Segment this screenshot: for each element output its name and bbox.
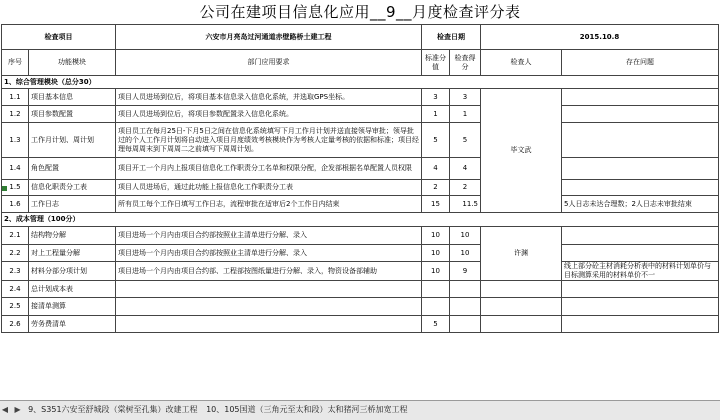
row-check-score[interactable]: 11.5: [450, 196, 481, 213]
row-requirement[interactable]: [116, 316, 422, 333]
table-row: [2, 298, 719, 316]
row-seq[interactable]: 1.4: [2, 158, 29, 180]
row-module[interactable]: 工作日志: [29, 196, 116, 213]
section-title[interactable]: 1、综合管理模块（总分30）: [2, 76, 719, 89]
row-issue[interactable]: [562, 316, 719, 333]
row-issue[interactable]: 线上部分砼主材消耗分析表中的材料计划单价与目标测算采用的材料单价不一: [562, 262, 719, 281]
row-check-score[interactable]: 10: [450, 227, 481, 245]
row-requirement[interactable]: 项目开工一个月内上报项目信息化工作职责分工名单和权限分配，企发部根据名单配置人员权限: [116, 158, 422, 180]
score-table: [1, 24, 719, 333]
row-requirement[interactable]: [116, 281, 422, 298]
table-row: [2, 262, 719, 281]
row-module[interactable]: 结构物分解: [29, 227, 116, 245]
row-issue[interactable]: [562, 89, 719, 106]
row-seq[interactable]: 1.5: [2, 180, 29, 196]
row-standard-score[interactable]: 2: [422, 180, 450, 196]
section-title[interactable]: 2、成本管理（100分）: [2, 213, 719, 227]
table-row: [2, 180, 719, 196]
row-requirement[interactable]: 项目人员进场到位后，将项目参数配置录入信息化系统。: [116, 106, 422, 123]
row-module[interactable]: 信息化职责分工表: [29, 180, 116, 196]
row-requirement[interactable]: 项目员工在每月25日-下月5日之间在信息化系统填写下月工作月计划并送直接领导审批；领导批过的个人工作月计划将自动进入项目月度绩效考核模块作为考核人定量考核的依据和标准；项目经理每周周末到下周周二之前填写下周周计划。: [116, 123, 422, 158]
row-standard-score[interactable]: 5: [422, 123, 450, 158]
section-row: [2, 76, 719, 89]
row-seq[interactable]: 2.1: [2, 227, 29, 245]
row-issue[interactable]: [562, 245, 719, 262]
row-issue[interactable]: [562, 281, 719, 298]
sheet-tab-10[interactable]: 10、105国道（三角元至太和段）太和猪河三桥加宽工程: [206, 405, 408, 414]
row-issue[interactable]: 5人日志未达合理数；2人日志未审批结束: [562, 196, 719, 213]
tab-scroll-right-icon[interactable]: ▶: [14, 405, 21, 414]
row-check-score[interactable]: [450, 316, 481, 333]
sheet-title: 公司在建项目信息化应用__9__月度检查评分表: [199, 3, 521, 21]
row-seq[interactable]: 1.1: [2, 89, 29, 106]
inspector-cell[interactable]: 许渊: [481, 227, 562, 281]
sheet-tab-bar: [0, 400, 720, 420]
inspector-cell-empty[interactable]: [481, 316, 562, 333]
row-issue[interactable]: [562, 298, 719, 316]
table-row: [2, 158, 719, 180]
row-module[interactable]: 工作月计划、周计划: [29, 123, 116, 158]
check-date-label[interactable]: 检查日期: [422, 25, 481, 50]
check-date[interactable]: 2015.10.8: [481, 25, 719, 50]
score-table-body: [2, 25, 719, 333]
row-standard-score[interactable]: 4: [422, 158, 450, 180]
row-module[interactable]: 接清单测算: [29, 298, 116, 316]
row-seq[interactable]: 2.4: [2, 281, 29, 298]
table-row: [2, 316, 719, 333]
row-standard-score[interactable]: 5: [422, 316, 450, 333]
row-check-score[interactable]: 4: [450, 158, 481, 180]
table-row: [2, 281, 719, 298]
row-check-score[interactable]: 2: [450, 180, 481, 196]
section-row: [2, 213, 719, 227]
col-module[interactable]: 功能模块: [29, 50, 116, 76]
row-issue[interactable]: [562, 106, 719, 123]
check-project-label[interactable]: 检查项目: [2, 25, 116, 50]
row-check-score[interactable]: [450, 298, 481, 316]
row-standard-score[interactable]: 10: [422, 227, 450, 245]
col-check-score[interactable]: 检查得分: [450, 50, 481, 76]
inspector-cell[interactable]: 毕文武: [481, 89, 562, 213]
row-standard-score[interactable]: 15: [422, 196, 450, 213]
row-check-score[interactable]: 9: [450, 262, 481, 281]
row-standard-score[interactable]: 1: [422, 106, 450, 123]
col-seq[interactable]: 序号: [2, 50, 29, 76]
row-standard-score[interactable]: [422, 298, 450, 316]
col-requirement[interactable]: 部门应用要求: [116, 50, 422, 76]
row-check-score[interactable]: [450, 281, 481, 298]
table-row: [2, 123, 719, 158]
row-check-score[interactable]: 5: [450, 123, 481, 158]
table-row: [2, 227, 719, 245]
sheet-tab-9[interactable]: 9、S351六安至舒城段（棠树至孔集）改建工程: [28, 405, 198, 414]
row-requirement[interactable]: 项目进场一个月内由项目合约部按照业主清单进行分解、录入: [116, 245, 422, 262]
row-module[interactable]: 角色配置: [29, 158, 116, 180]
row-seq[interactable]: 1.2: [2, 106, 29, 123]
row-module[interactable]: 对上工程量分解: [29, 245, 116, 262]
row-issue[interactable]: [562, 180, 719, 196]
row-requirement[interactable]: 项目进场一个月内由项目合约部按照业主清单进行分解、录入: [116, 227, 422, 245]
row-module[interactable]: 项目参数配置: [29, 106, 116, 123]
row-seq[interactable]: 2.6: [2, 316, 29, 333]
inspector-cell-empty[interactable]: [481, 298, 562, 316]
row-requirement[interactable]: 所有员工每个工作日填写工作日志，流程审批在适审后2个工作日内结束: [116, 196, 422, 213]
project-name[interactable]: 六安市月亮岛过河通道赤壁路桥土建工程: [116, 25, 422, 50]
row-module[interactable]: 材料分部分项计划: [29, 262, 116, 281]
row-seq[interactable]: 1.3: [2, 123, 29, 158]
row-requirement[interactable]: [116, 298, 422, 316]
row-module[interactable]: 劳务费清单: [29, 316, 116, 333]
column-header-row: [2, 50, 719, 76]
row-check-score[interactable]: 10: [450, 245, 481, 262]
row-issue[interactable]: [562, 158, 719, 180]
row-issue[interactable]: [562, 227, 719, 245]
row-module[interactable]: 项目基本信息: [29, 89, 116, 106]
row-requirement[interactable]: 项目人员进场到位后，将项目基本信息录入信息化系统，并选取GPS坐标。: [116, 89, 422, 106]
col-standard-score[interactable]: 标准分值: [422, 50, 450, 76]
row-requirement[interactable]: 项目进场一个月内由项目合约部、工程部按图纸量进行分解、录入，物资设备部辅助: [116, 262, 422, 281]
comment-marker-icon: [2, 186, 7, 191]
col-issues[interactable]: 存在问题: [562, 50, 719, 76]
row-issue[interactable]: [562, 123, 719, 158]
col-inspector[interactable]: 检查人: [481, 50, 562, 76]
row-seq[interactable]: 2.3: [2, 262, 29, 281]
row-requirement[interactable]: 项目人员进场后，通过此功能上报信息化工作职责分工表: [116, 180, 422, 196]
row-standard-score[interactable]: 10: [422, 262, 450, 281]
row-seq[interactable]: 2.5: [2, 298, 29, 316]
tab-scroll-left-icon[interactable]: ◀: [1, 405, 9, 414]
row-standard-score[interactable]: 3: [422, 89, 450, 106]
row-standard-score[interactable]: 10: [422, 245, 450, 262]
row-check-score[interactable]: 3: [450, 89, 481, 106]
row-module[interactable]: 总计划成本表: [29, 281, 116, 298]
table-row: [2, 245, 719, 262]
inspector-cell-empty[interactable]: [481, 281, 562, 298]
row-check-score[interactable]: 1: [450, 106, 481, 123]
table-row: [2, 196, 719, 213]
row-seq[interactable]: 1.6: [2, 196, 29, 213]
table-row: [2, 89, 719, 106]
row-seq[interactable]: 2.2: [2, 245, 29, 262]
table-row: [2, 106, 719, 123]
row-standard-score[interactable]: [422, 281, 450, 298]
header-row: [2, 25, 719, 50]
